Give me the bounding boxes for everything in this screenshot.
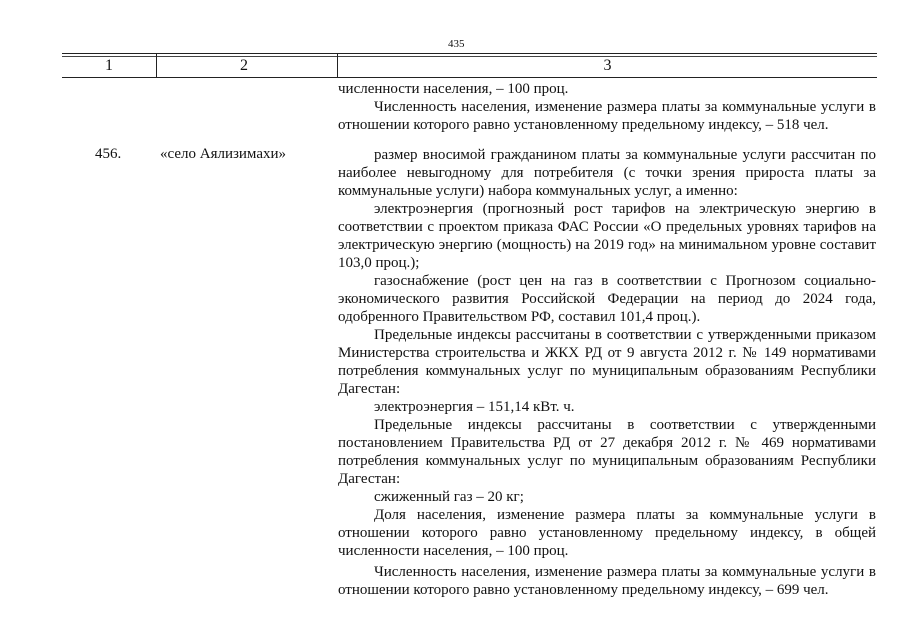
entry-paragraph: Предельные индексы рассчитаны в соответствии с утвержденными приказом Министерства строительства и ЖКХ РД от 9 августа 2012 г. № 149 нормативами потребления коммунальных услуг по муниципальным образованиям Республики Дагестан: — [338, 327, 876, 397]
entry-paragraph: Предельные индексы рассчитаны в соответствии с утвержденными постановлением Правительства РД от 27 декабря 2012 г. № 469 нормативами потребления коммунальных услуг по муниципальным образованиям Республики Дагестан: — [338, 417, 876, 487]
entry-paragraph: Численность населения, изменение размера платы за коммунальные услуги в отношении которого равно установленному предельному индексу, – 699 чел. — [338, 564, 876, 598]
continued-line: численности населения, – 100 проц. — [338, 81, 569, 97]
entry-paragraph: сжиженный газ – 20 кг; — [374, 489, 524, 505]
entry-text-block — [338, 146, 876, 599]
entry-paragraph: газоснабжение (рост цен на газ в соответствии с Прогнозом социально-экономического развития Российской Федерации на период до 2024 года, одобренного Правительством РФ, составил 101,4 проц.). — [338, 273, 876, 325]
column-header-3: 3 — [603, 57, 612, 74]
entry-paragraph: электроэнергия (прогнозный рост тарифов на электрическую энергию в соответствии с проектом приказа ФАС России «О предельных уровнях тарифов на электрическую энергию (мощность) на 2019 год» на минимальном уровне составит 103,0 проц.); — [338, 201, 876, 271]
continued-text-block — [338, 80, 876, 134]
entry-paragraph: электроэнергия – 151,14 кВт. ч. — [374, 399, 575, 415]
page-number: 435 — [448, 38, 465, 50]
entry-paragraph: Доля населения, изменение размера платы за коммунальные услуги в отношении которого равно установленному предельному индексу, в общей численности населения, – 100 проц. — [338, 507, 876, 559]
column-header-1: 1 — [105, 57, 113, 74]
entry-number: 456. — [95, 146, 122, 162]
column-header-2: 2 — [240, 57, 248, 74]
entry-settlement-name: «село Аялизимахи» — [160, 146, 287, 162]
entry-paragraph: размер вносимой гражданином платы за коммунальные услуги рассчитан по наиболее невыгодному для потребителя (с точки зрения прироста платы за коммунальные услуги) набора коммунальных услуг, а именно: — [338, 147, 876, 199]
table-header-row — [62, 53, 877, 78]
continued-paragraph: Численность населения, изменение размера платы за коммунальные услуги в отношении которого равно установленному предельному индексу, – 518 чел. — [338, 99, 876, 133]
